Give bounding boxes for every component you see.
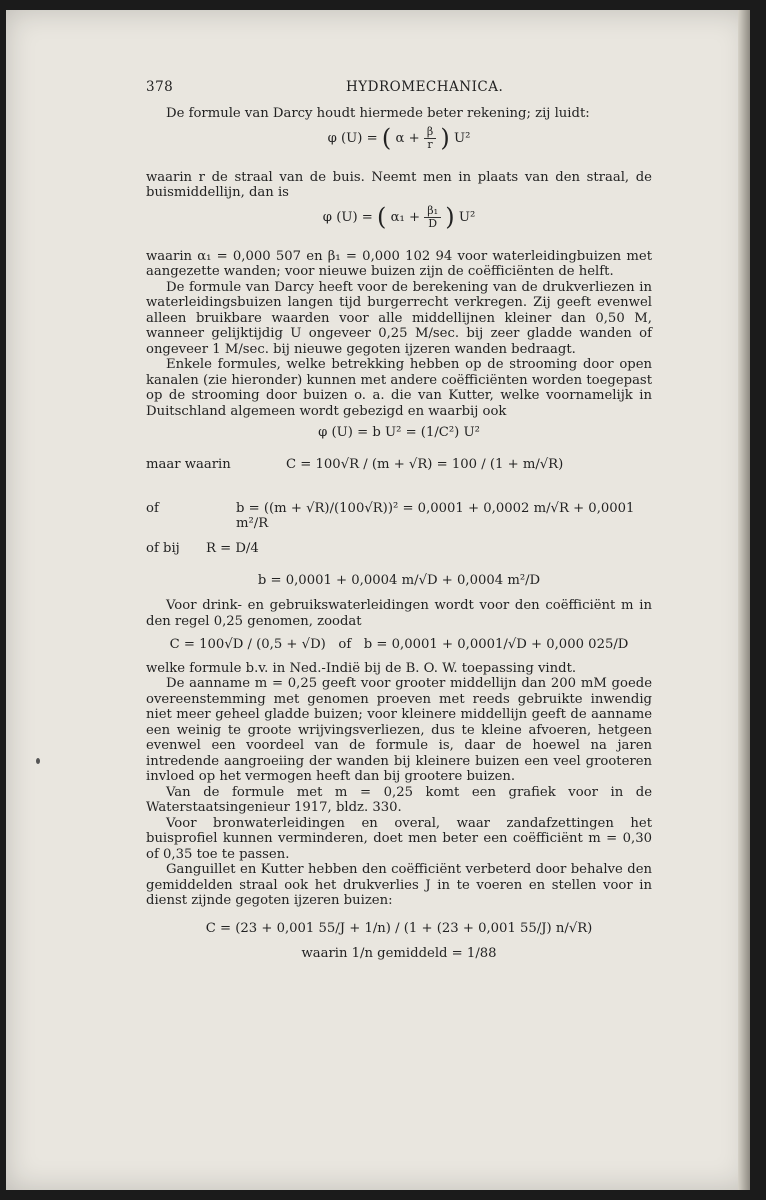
paragraph-coefficients: waarin α₁ = 0,000 507 en β₁ = 0,000 102 94 voor waterleidingbuizen met aangezette wanden; voor nieuwe buizen zijn de coëfficiënten de helft. [146, 248, 652, 279]
paren-open: ( [381, 123, 392, 152]
paren-close: ) [445, 202, 455, 231]
fraction-beta-r: $\frac{\beta}{r}$ [424, 126, 436, 151]
paren-close: ) [440, 123, 450, 152]
equation-kutter-phi: φ (U) = b U² = (1/C²) U² [318, 425, 480, 440]
equation-b-d2: b = 0,0001 + 0,0001/√D + 0,000 025/D [363, 637, 629, 652]
paragraph-straal: waarin r de straal van de buis. Neemt men in plaats van den straal, de buismiddellijn, dan is [146, 169, 652, 200]
equation-lhs: φ (U) = [327, 130, 378, 146]
page-content [146, 80, 652, 966]
row-c-definition [146, 445, 652, 489]
equation-waarin-n: waarin 1/n gemiddeld = 1/88 [301, 946, 497, 961]
alpha: α + [395, 130, 420, 146]
equation-darcy-r [146, 123, 652, 166]
paragraph-ganguillet: Ganguillet en Kutter hebben den coëfficiënt verbeterd door behalve den gemiddelden straal ook het drukverlies J in te voeren en stellen voor in dienst zijnde gegoten ijzeren buizen: [146, 862, 652, 908]
u-squared: U² [458, 209, 476, 225]
equation-r: R = D/4 [206, 540, 259, 556]
running-header [146, 80, 652, 106]
paragraph-kutter: Enkele formules, welke betrekking hebben op de strooming door open kanalen (zie hieronder) kunnen met andere coëfficiënten worden toegepast op de strooming door buizen o. a. die van Kutter, welke voornamelijk in Duitschland algemeen wordt gebezigd en waarbij ook [146, 357, 652, 419]
equation-c-d: C = 100√D / (0,5 + √D) [169, 637, 326, 652]
book-spine [738, 10, 750, 1190]
ink-spot [36, 758, 40, 764]
paragraph-ned-indie: welke formule b.v. in Ned.-Indië bij de B. O. W. toepassing vindt. [146, 660, 577, 676]
label-of-bij: of bij [146, 540, 180, 556]
paragraph-grafiek: Van de formule met m = 0,25 komt een grafiek voor in de Waterstaatsingenieur 1917, bldz. 330. [146, 784, 652, 815]
label-maar-waarin: maar waarin [146, 456, 231, 472]
row-r-definition [146, 533, 652, 567]
u-squared: U² [453, 130, 471, 146]
paragraph-drinkwater: Voor drink- en gebruikswaterleidingen wordt voor den coëfficiënt m in den regel 0,25 genomen, zoodat [146, 598, 652, 629]
equation-c: C = 100√R / (m + √R) = 100 / (1 + m/√R) [286, 456, 564, 472]
paragraph-aanname: De aanname m = 0,25 geeft voor grooter middellijn dan 200 mM goede overeenstemming met genomen proeven met reeds gebruikte inwendig niet meer geheel gladde buizen; voor kleinere middellijn geeft de aanname een weinig te groote wrijvingsverliezen, dus te kleine afvoeren, hetgeen evenwel een voordeel van de formule is, daar de hoewel na jaren intredende aangroeiing der wanden bij kleinere buizen een veel grooteren invloed op het vermogen heeft dan bij grootere buizen. [146, 676, 652, 784]
equation-c-ganguillet: C = (23 + 0,001 55/J + 1/n) / (1 + (23 + 0,001 55/J) n/√R) [205, 920, 593, 936]
page [6, 10, 750, 1190]
paragraph-darcy-use: De formule van Darcy heeft voor de berekening van de drukverliezen in waterleidingsbuizen langen tijd burgerrecht verkregen. Zij geeft evenwel alleen bruikbare waarden voor alle middellijnen kleiner dan 0,50 M, wanneer gelijktijdig U ongeveer 0,25 M/sec. bij zeer gladde wanden of ongeveer 1 M/sec. bij nieuwe gegoten ijzeren wanden bedraagt. [146, 279, 652, 357]
paragraph-darcy-intro: De formule van Darcy houdt hiermede beter rekening; zij luidt: [166, 106, 590, 121]
word-of: of [338, 637, 352, 652]
paragraph-bronwater: Voor bronwaterleidingen en overal, waar zandafzettingen het buisprofiel kunnen verminderen, doet men beter een coëfficiënt m = 0,30 of 0,35 toe te passen. [146, 815, 652, 862]
paren-open: ( [377, 202, 387, 231]
page-number: 378 [146, 79, 174, 95]
equation-b: b = ((m + √R)/(100√R))² = 0,0001 + 0,0002 m/√R + 0,0001 m²/R [236, 500, 635, 531]
fraction-beta1-d: $\frac{\text{β₁}}{D}$ [424, 205, 441, 230]
label-of: of [146, 500, 159, 516]
alpha1: α₁ + [390, 209, 421, 225]
equation-lhs: φ (U) = [322, 209, 373, 225]
equation-darcy-d [146, 202, 652, 245]
equation-b-d: b = 0,0001 + 0,0004 m/√D + 0,0004 m²/D [257, 572, 541, 588]
running-title: HYDROMECHANICA. [346, 79, 504, 95]
row-b-definition [146, 489, 652, 533]
equation-c-d-row [146, 637, 652, 653]
